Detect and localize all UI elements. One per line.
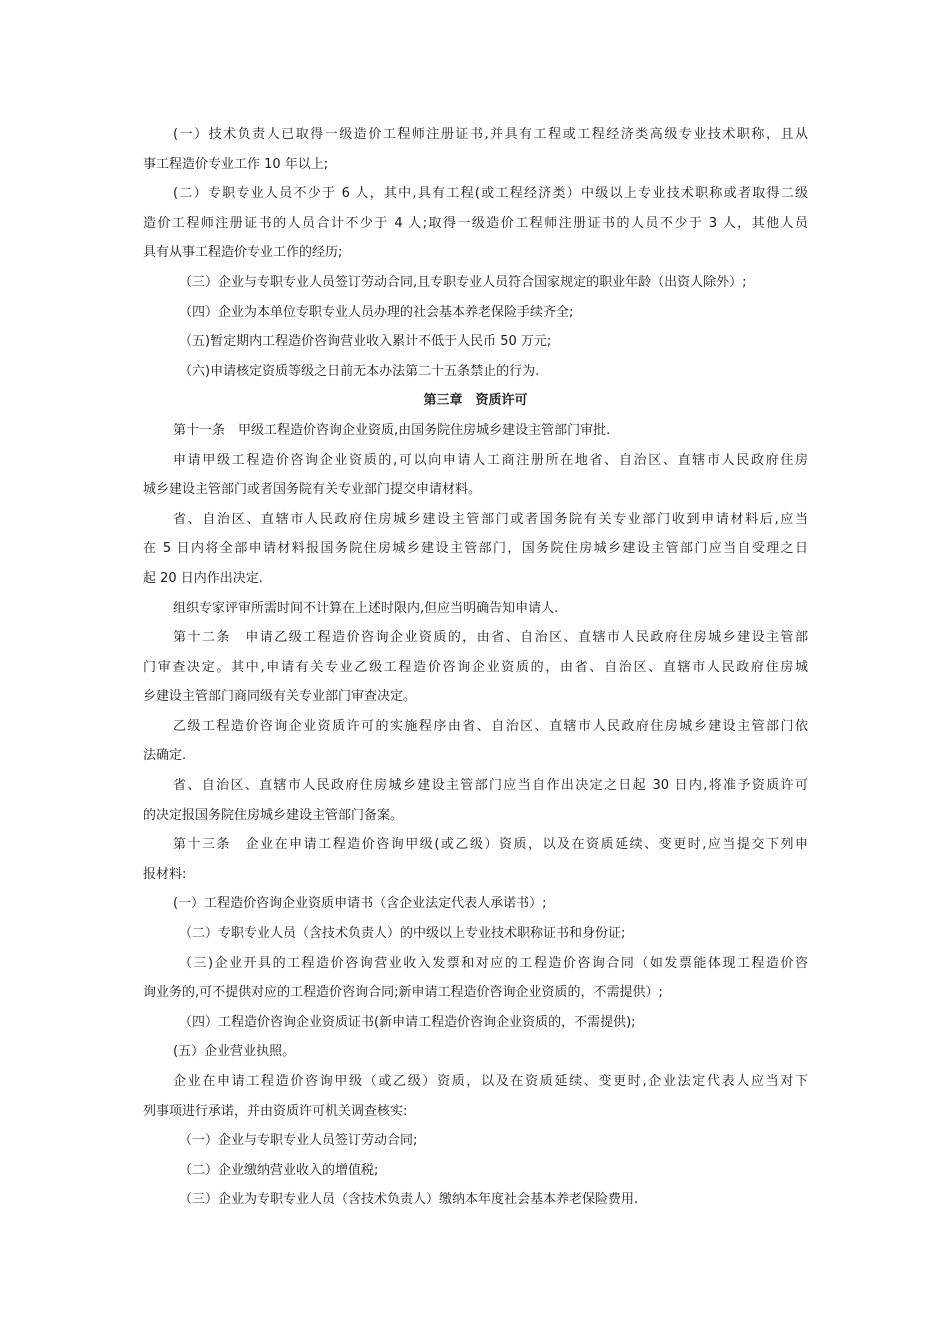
paragraph-line: （六)申请核定资质等级之日前无本办法第二十五条禁止的行为. — [179, 363, 540, 379]
paragraph-line: 询业务的,可不提供对应的工程造价咨询合同;新申请工程造价咨询企业资质的，不需提供）; — [143, 985, 663, 1001]
paragraph-line: 城乡建设主管部门或者国务院有关专业部门提交申请材料。 — [143, 482, 482, 498]
paragraph-line: （二）专职专业人员（含技术负责人）的中级以上专业技术职称证书和身份证; — [179, 926, 626, 942]
paragraph-line: 造价工程师注册证书的人员合计不少于 4 人;取得一级造价工程师注册证书的人员不少于 3 人，其他人员 — [143, 215, 808, 231]
paragraph-line: (二）专职专业人员不少于 6 人，其中,具有工程(或工程经济类）中级以上专业技术职称或者取得二级 — [173, 186, 808, 202]
paragraph-line: 报材料: — [143, 866, 187, 882]
chapter-heading: 第三章 资质许可 — [423, 393, 528, 409]
paragraph-line: 具有从事工程造价专业工作的经历; — [143, 245, 343, 261]
paragraph-line: (一）技术负责人已取得一级造价工程师注册证书,并具有工程或工程经济类高级专业技术职称，且从 — [173, 127, 808, 142]
paragraph-line: 申请甲级工程造价咨询企业资质的,可以向申请人工商注册所在地省、自治区、直辖市人民政府住房 — [173, 452, 808, 468]
paragraph-line: 省、自治区、直辖市人民政府住房城乡建设主管部门或者国务院有关专业部门收到申请材料后,应当 — [173, 511, 808, 527]
paragraph-line: （三)企业开具的工程造价咨询营业收入发票和对应的工程造价咨询合同（如发票能体现工程造价咨 — [179, 955, 808, 971]
paragraph-line: （五)暂定期内工程造价咨询营业收入累计不低于人民币 50 万元; — [179, 334, 552, 350]
paragraph-line: 门审查决定。其中,申请有关专业乙级工程造价咨询企业资质的，由省、自治区、直辖市人民政府住房城 — [143, 659, 808, 675]
paragraph-line: （三）企业为专职专业人员（含技术负责人）缴纳本年度社会基本养老保险费用. — [179, 1192, 639, 1208]
paragraph-line: 第十三条 企业在申请工程造价咨询甲级(或乙级）资质，以及在资质延续、变更时,应当提交下列申 — [173, 837, 808, 853]
paragraph-line: 组织专家评审所需时间不计算在上述时限内,但应当明确告知申请人. — [173, 600, 559, 616]
paragraph-line: 列事项进行承诺，并由资质许可机关调查核实: — [143, 1103, 408, 1119]
document-page — [143, 120, 808, 1215]
paragraph-line: （二）企业缴纳营业收入的增值税; — [179, 1162, 379, 1178]
paragraph-line: 企业在申请工程造价咨询甲级（或乙级）资质，以及在资质延续、变更时,企业法定代表人应当对下 — [173, 1074, 808, 1089]
paragraph-line: 在 5 日内将全部申请材料报国务院住房城乡建设主管部门，国务院住房城乡建设主管部门应当自受理之日 — [143, 541, 808, 557]
paragraph-line: 第十一条 甲级工程造价咨询企业资质,由国务院住房城乡建设主管部门审批. — [173, 422, 611, 438]
paragraph-line: （四）工程造价咨询企业资质证书(新申请工程造价咨询企业资质的，不需提供); — [179, 1014, 636, 1030]
paragraph-line: （一）企业与专职专业人员签订劳动合同; — [179, 1133, 418, 1149]
paragraph-line: (一）工程造价咨询企业资质申请书（含企业法定代表人承诺书）; — [173, 896, 547, 912]
paragraph-line: 乡建设主管部门商同级有关专业部门审查决定。 — [143, 689, 417, 705]
paragraph-line: (五）企业营业执照。 — [173, 1044, 296, 1060]
paragraph-line: （三）企业与专职专业人员签订劳动合同,且专职专业人员符合国家规定的职业年龄（出资人除外）; — [179, 274, 747, 290]
paragraph-line: 的决定报国务院住房城乡建设主管部门备案。 — [143, 807, 404, 823]
paragraph-line: 乙级工程造价咨询企业资质许可的实施程序由省、自治区、直辖市人民政府住房城乡建设主管部门依 — [173, 718, 808, 734]
paragraph-line: 第十二条 申请乙级工程造价咨询企业资质的，由省、自治区、直辖市人民政府住房城乡建设主管部 — [173, 630, 808, 646]
paragraph-line: 事工程造价专业工作 10 年以上; — [143, 156, 329, 172]
paragraph-line: （四）企业为本单位专职专业人员办理的社会基本养老保险手续齐全; — [179, 304, 574, 320]
paragraph-line: 省、自治区、直辖市人民政府住房城乡建设主管部门应当自作出决定之日起 30 日内,将准予资质许可 — [173, 778, 808, 794]
paragraph-line: 法确定. — [143, 748, 187, 764]
paragraph-line: 起 20 日内作出决定. — [143, 570, 263, 586]
